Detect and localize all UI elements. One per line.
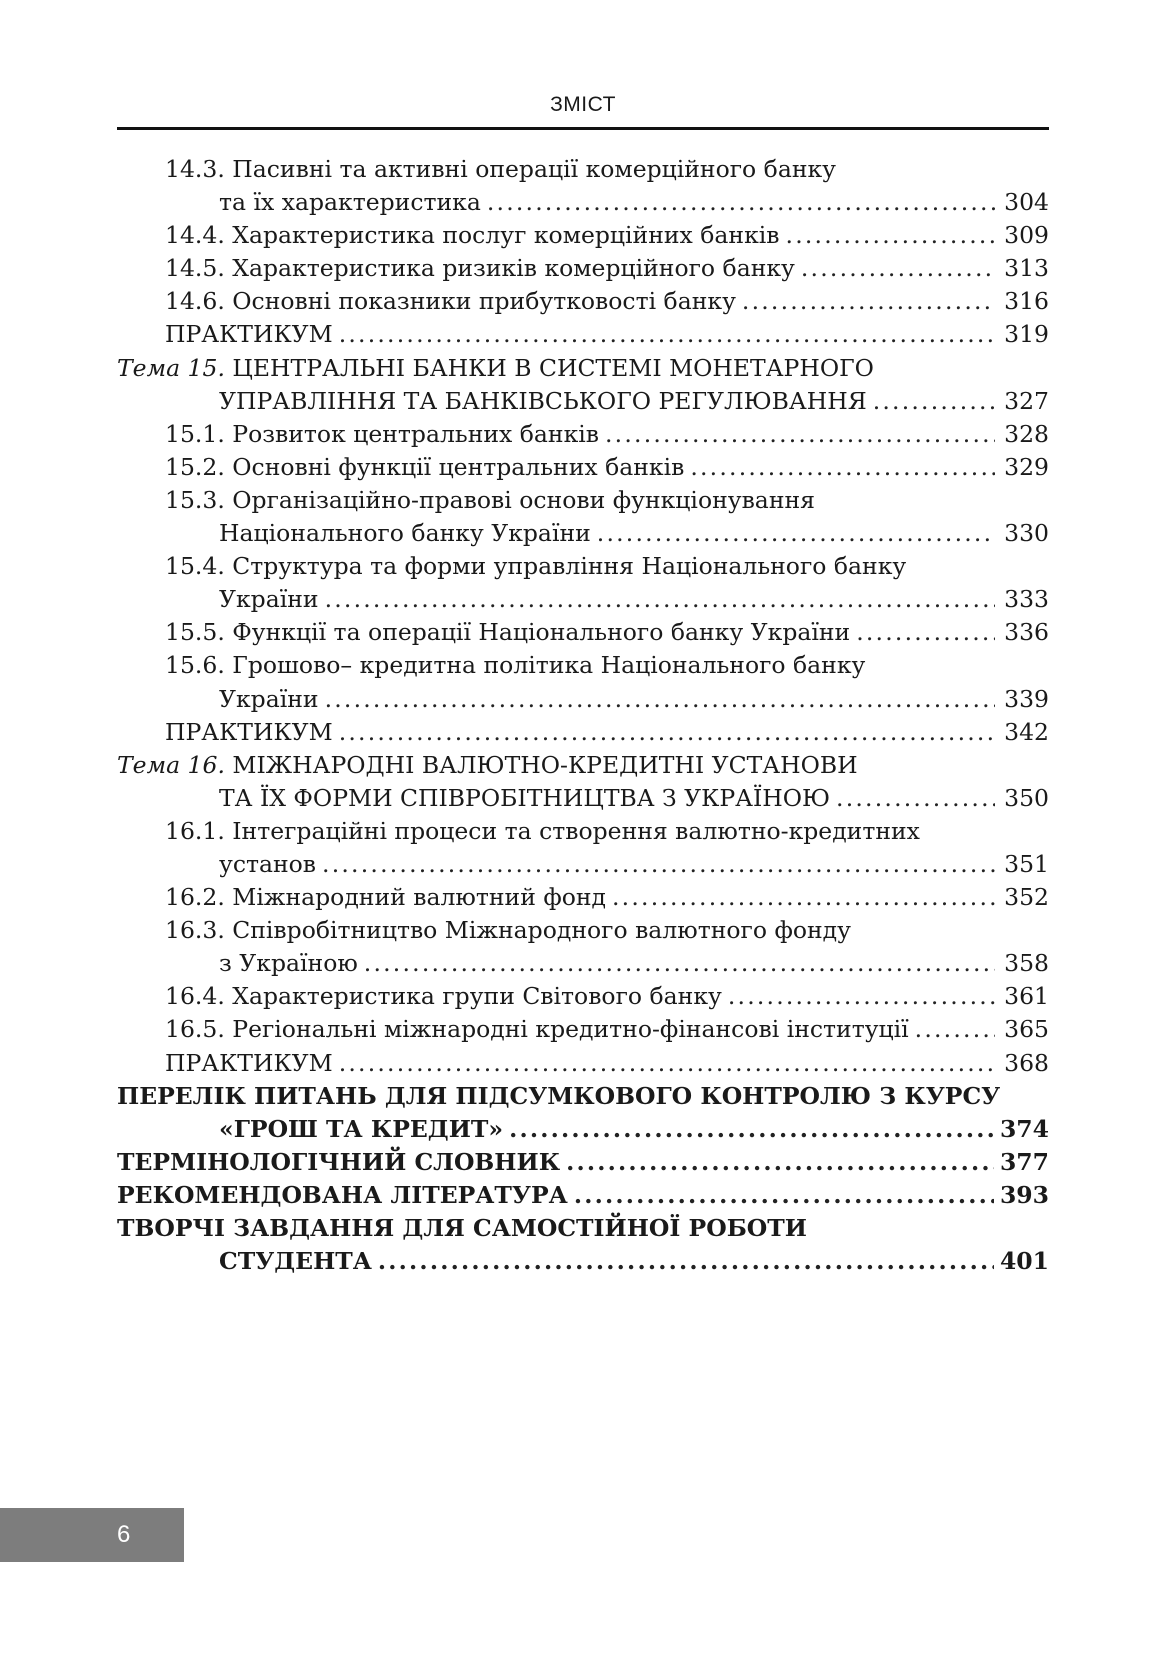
toc-entry-title: ТЕРМІНОЛОГІЧНИЙ СЛОВНИК xyxy=(117,1147,561,1176)
toc-entry[interactable] xyxy=(117,550,1049,583)
toc-entry-title: України xyxy=(219,585,319,614)
toc-entry[interactable] xyxy=(117,252,1049,285)
toc-page-number: 316 xyxy=(1004,287,1049,316)
toc-page-number: 361 xyxy=(1004,982,1049,1011)
toc-entry[interactable] xyxy=(117,285,1049,318)
toc-entry[interactable] xyxy=(117,914,1049,947)
toc-entry[interactable] xyxy=(117,583,1049,616)
toc-entry-title: 15.5. Функції та операції Національного банку України xyxy=(165,618,851,647)
toc-entry-title: 16.5. Регіональні міжнародні кредитно-фінансові інституції xyxy=(165,1015,909,1044)
toc-entry[interactable] xyxy=(117,418,1049,451)
toc-entry-title: ПРАКТИКУМ xyxy=(165,717,333,746)
toc-entry[interactable] xyxy=(117,683,1049,716)
toc-entry-title: 14.3. Пасивні та активні операції комерційного банку xyxy=(165,155,837,183)
toc-entry-title: Національного банку України xyxy=(219,519,591,548)
toc-entry-title: 14.6. Основні показники прибутковості банку xyxy=(165,287,736,316)
toc-entry[interactable] xyxy=(117,980,1049,1013)
toc-page-number: 377 xyxy=(999,1147,1049,1176)
toc-entry-title: та їх характеристика xyxy=(219,188,481,217)
toc-entry-title: 16.1. Інтеграційні процеси та створення валютно-кредитних xyxy=(165,816,920,845)
toc-entry[interactable] xyxy=(117,1179,1049,1212)
toc-entry[interactable] xyxy=(117,517,1049,550)
toc-entry[interactable] xyxy=(117,848,1049,881)
toc-leader-dots xyxy=(487,186,995,219)
toc-leader-dots xyxy=(364,947,995,980)
table-of-contents xyxy=(117,153,1049,1278)
toc-leader-dots xyxy=(612,881,995,914)
page-number-tab xyxy=(0,1508,184,1562)
toc-entry-title: з Україною xyxy=(219,949,358,978)
toc-entry[interactable] xyxy=(117,1245,1049,1278)
toc-entry[interactable] xyxy=(117,881,1049,914)
toc-page-number: 358 xyxy=(1004,949,1049,978)
page-title: ЗМІСТ xyxy=(550,93,616,116)
toc-entry-title: 16.2. Міжнародний валютний фонд xyxy=(165,883,607,912)
toc-topic-prefix: Тема 15. xyxy=(117,353,225,382)
toc-leader-dots xyxy=(873,385,995,418)
toc-entry-title: УПРАВЛІННЯ ТА БАНКІВСЬКОГО РЕГУЛЮВАННЯ xyxy=(219,386,867,415)
toc-page-number: 401 xyxy=(999,1247,1049,1276)
toc-page-number: 313 xyxy=(1004,254,1049,283)
toc-leader-dots xyxy=(574,1179,994,1212)
toc-leader-dots xyxy=(856,616,995,649)
toc-page-number: 374 xyxy=(999,1114,1049,1143)
toc-entry-title: ПЕРЕЛІК ПИТАНЬ ДЛЯ ПІДСУМКОВОГО КОНТРОЛЮ З КУРСУ xyxy=(117,1081,1001,1110)
toc-entry-title: РЕКОМЕНДОВАНА ЛІТЕРАТУРА xyxy=(117,1180,568,1209)
toc-leader-dots xyxy=(742,285,995,318)
toc-entry-title: України xyxy=(219,684,319,713)
toc-leader-dots xyxy=(325,683,995,716)
toc-page-number: 327 xyxy=(1004,386,1049,415)
toc-entry[interactable] xyxy=(117,484,1049,517)
toc-entry-title: «ГРОШ ТА КРЕДИТ» xyxy=(219,1114,504,1143)
toc-entry[interactable] xyxy=(117,947,1049,980)
toc-leader-dots xyxy=(339,318,995,351)
toc-entry-title: 14.4. Характеристика послуг комерційних банків xyxy=(165,221,780,250)
toc-entry[interactable] xyxy=(117,1080,1049,1113)
toc-page-number: 304 xyxy=(1004,188,1049,217)
toc-page-number: 333 xyxy=(1004,585,1049,614)
toc-leader-dots xyxy=(339,1047,995,1080)
toc-leader-dots xyxy=(566,1146,994,1179)
toc-entry-title: ПРАКТИКУМ xyxy=(165,320,333,349)
toc-leader-dots xyxy=(509,1113,994,1146)
toc-entry-title: установ xyxy=(219,849,317,878)
toc-entry[interactable] xyxy=(117,318,1049,351)
toc-page-number: 339 xyxy=(1004,684,1049,713)
toc-entry[interactable] xyxy=(117,352,1049,385)
toc-entry[interactable] xyxy=(117,1113,1049,1146)
toc-topic-prefix: Тема 16. xyxy=(117,750,225,779)
toc-leader-dots xyxy=(378,1245,994,1278)
toc-leader-dots xyxy=(597,517,995,550)
toc-entry[interactable] xyxy=(117,186,1049,219)
toc-leader-dots xyxy=(915,1013,995,1046)
toc-entry[interactable] xyxy=(117,815,1049,848)
toc-leader-dots xyxy=(728,980,995,1013)
toc-entry-title: 14.5. Характеристика ризиків комерційного банку xyxy=(165,254,795,283)
toc-entry[interactable] xyxy=(117,749,1049,782)
toc-entry[interactable] xyxy=(117,1047,1049,1080)
toc-page-number: 352 xyxy=(1004,883,1049,912)
toc-entry[interactable] xyxy=(117,153,1049,186)
toc-page-number: 309 xyxy=(1004,221,1049,250)
toc-entry-title: ЦЕНТРАЛЬНІ БАНКИ В СИСТЕМІ МОНЕТАРНОГО xyxy=(232,353,874,382)
toc-page-number: 368 xyxy=(1004,1048,1049,1077)
toc-page-number: 336 xyxy=(1004,618,1049,647)
toc-leader-dots xyxy=(605,418,995,451)
toc-entry[interactable] xyxy=(117,649,1049,682)
toc-entry[interactable] xyxy=(117,1146,1049,1179)
toc-page-number: 365 xyxy=(1004,1015,1049,1044)
toc-leader-dots xyxy=(690,451,995,484)
toc-page-number: 351 xyxy=(1004,849,1049,878)
toc-entry[interactable] xyxy=(117,451,1049,484)
toc-page-number: 342 xyxy=(1004,717,1049,746)
toc-entry-title: 15.6. Грошово– кредитна політика Національного банку xyxy=(165,651,866,680)
toc-entry-title: 15.1. Розвиток центральних банків xyxy=(165,419,600,448)
toc-entry-title: 16.3. Співробітництво Міжнародного валютного фонду xyxy=(165,916,851,945)
toc-leader-dots xyxy=(786,219,995,252)
toc-entry-title: СТУДЕНТА xyxy=(219,1247,372,1276)
toc-entry-title: ТВОРЧІ ЗАВДАННЯ ДЛЯ САМОСТІЙНОЇ РОБОТИ xyxy=(117,1214,807,1242)
toc-entry-title: ПРАКТИКУМ xyxy=(165,1048,333,1077)
toc-leader-dots xyxy=(836,782,995,815)
toc-entry-title: МІЖНАРОДНІ ВАЛЮТНО-КРЕДИТНІ УСТАНОВИ xyxy=(232,750,858,779)
page-header xyxy=(117,88,1049,130)
toc-page-number: 329 xyxy=(1004,452,1049,481)
toc-leader-dots xyxy=(339,716,995,749)
toc-page-number: 393 xyxy=(999,1180,1049,1209)
toc-entry[interactable] xyxy=(117,1212,1049,1245)
toc-entry[interactable] xyxy=(117,716,1049,749)
toc-leader-dots xyxy=(325,583,995,616)
toc-leader-dots xyxy=(801,252,995,285)
toc-page-number: 330 xyxy=(1004,519,1049,548)
toc-entry-title: ТА ЇХ ФОРМИ СПІВРОБІТНИЦТВА З УКРАЇНОЮ xyxy=(219,783,831,812)
page-number: 6 xyxy=(117,1521,131,1548)
toc-entry-title: 15.2. Основні функції центральних банків xyxy=(165,452,685,481)
toc-leader-dots xyxy=(322,848,995,881)
toc-entry[interactable] xyxy=(117,385,1049,418)
toc-entry[interactable] xyxy=(117,782,1049,815)
toc-entry-title: 15.3. Організаційно-правові основи функціонування xyxy=(165,485,815,514)
toc-page-number: 319 xyxy=(1004,320,1049,349)
toc-page-number: 328 xyxy=(1004,419,1049,448)
toc-entry-title: 15.4. Структура та форми управління Національного банку xyxy=(165,552,907,581)
toc-entry[interactable] xyxy=(117,1013,1049,1046)
toc-entry-title: 16.4. Характеристика групи Світового банку xyxy=(165,982,722,1011)
toc-page-number: 350 xyxy=(1004,783,1049,812)
toc-entry[interactable] xyxy=(117,219,1049,252)
toc-entry[interactable] xyxy=(117,616,1049,649)
